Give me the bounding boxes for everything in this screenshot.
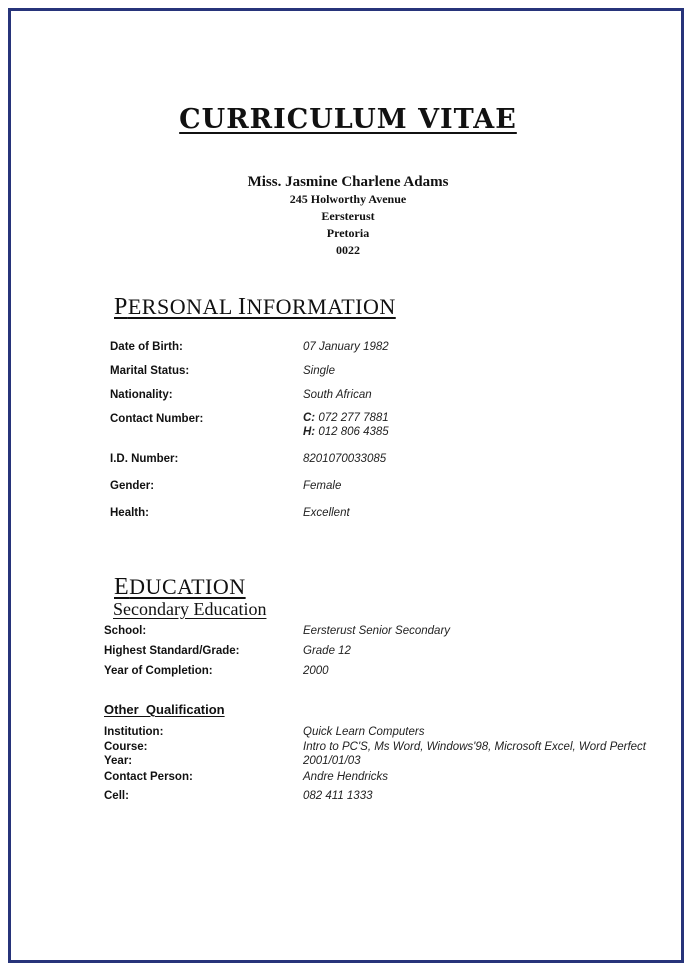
year-value: 2001/01/03	[303, 755, 361, 767]
contact-person-value: Andre Hendricks	[303, 771, 389, 783]
dob-value: 07 January 1982	[303, 341, 389, 353]
marital-status-value: Single	[303, 365, 335, 377]
heading-part-2: NFORMATION	[246, 294, 396, 319]
heading-part-1: ERSONAL	[127, 294, 238, 319]
education-heading	[114, 574, 246, 601]
postal-code: 0022	[336, 243, 360, 257]
cell-label: Cell:	[104, 790, 129, 802]
nationality-value: South African	[303, 389, 372, 401]
dob-label: Date of Birth:	[110, 341, 183, 353]
institution-value: Quick Learn Computers	[303, 726, 425, 738]
gender-value: Female	[303, 480, 342, 492]
contact-person-label: Contact Person:	[104, 771, 193, 783]
health-value: Excellent	[303, 507, 350, 519]
heading-initial-i: I	[238, 294, 247, 320]
school-label: School:	[104, 625, 147, 637]
secondary-education-heading: Secondary Education	[113, 599, 267, 619]
contact-cell-value	[303, 412, 389, 424]
address-line-1: 245 Holworthy Avenue	[289, 192, 407, 206]
health-label: Health:	[110, 507, 149, 519]
cell-number: 072 277 7881	[315, 412, 389, 424]
completion-year-label: Year of Completion:	[104, 665, 213, 677]
document-title: CURRICULUM VITAE	[179, 104, 517, 135]
address-line-3: Pretoria	[326, 226, 370, 240]
institution-label: Institution:	[104, 726, 164, 738]
address-line-2: Eersterust	[321, 209, 375, 223]
id-number-value: 8201070033085	[303, 453, 387, 465]
course-value: Intro to PC'S, Ms Word, Windows'98, Microsoft Excel, Word Perfect	[303, 741, 646, 753]
year-label: Year:	[104, 755, 133, 767]
home-prefix: H:	[303, 426, 316, 438]
personal-information-heading	[114, 294, 396, 321]
id-number-label: I.D. Number:	[110, 453, 179, 465]
home-number: 012 806 4385	[315, 426, 389, 438]
applicant-name: Miss. Jasmine Charlene Adams	[247, 174, 449, 190]
marital-status-label: Marital Status:	[110, 365, 190, 377]
heading-initial-p: P	[114, 294, 128, 320]
course-label: Course:	[104, 741, 148, 753]
gender-label: Gender:	[110, 480, 155, 492]
contact-home-value	[303, 426, 389, 438]
grade-label: Highest Standard/Grade:	[104, 645, 240, 657]
contact-number-label: Contact Number:	[110, 413, 204, 425]
cell-prefix: C:	[303, 412, 316, 424]
heading-part: DUCATION	[129, 574, 246, 599]
grade-value: Grade 12	[303, 645, 351, 657]
school-value: Eersterust Senior Secondary	[303, 625, 451, 637]
completion-year-value: 2000	[303, 665, 329, 677]
cell-value: 082 411 1333	[303, 790, 373, 802]
heading-initial-e: E	[114, 574, 130, 600]
other-qualification-heading: Other Qualification	[104, 702, 225, 717]
nationality-label: Nationality:	[110, 389, 173, 401]
